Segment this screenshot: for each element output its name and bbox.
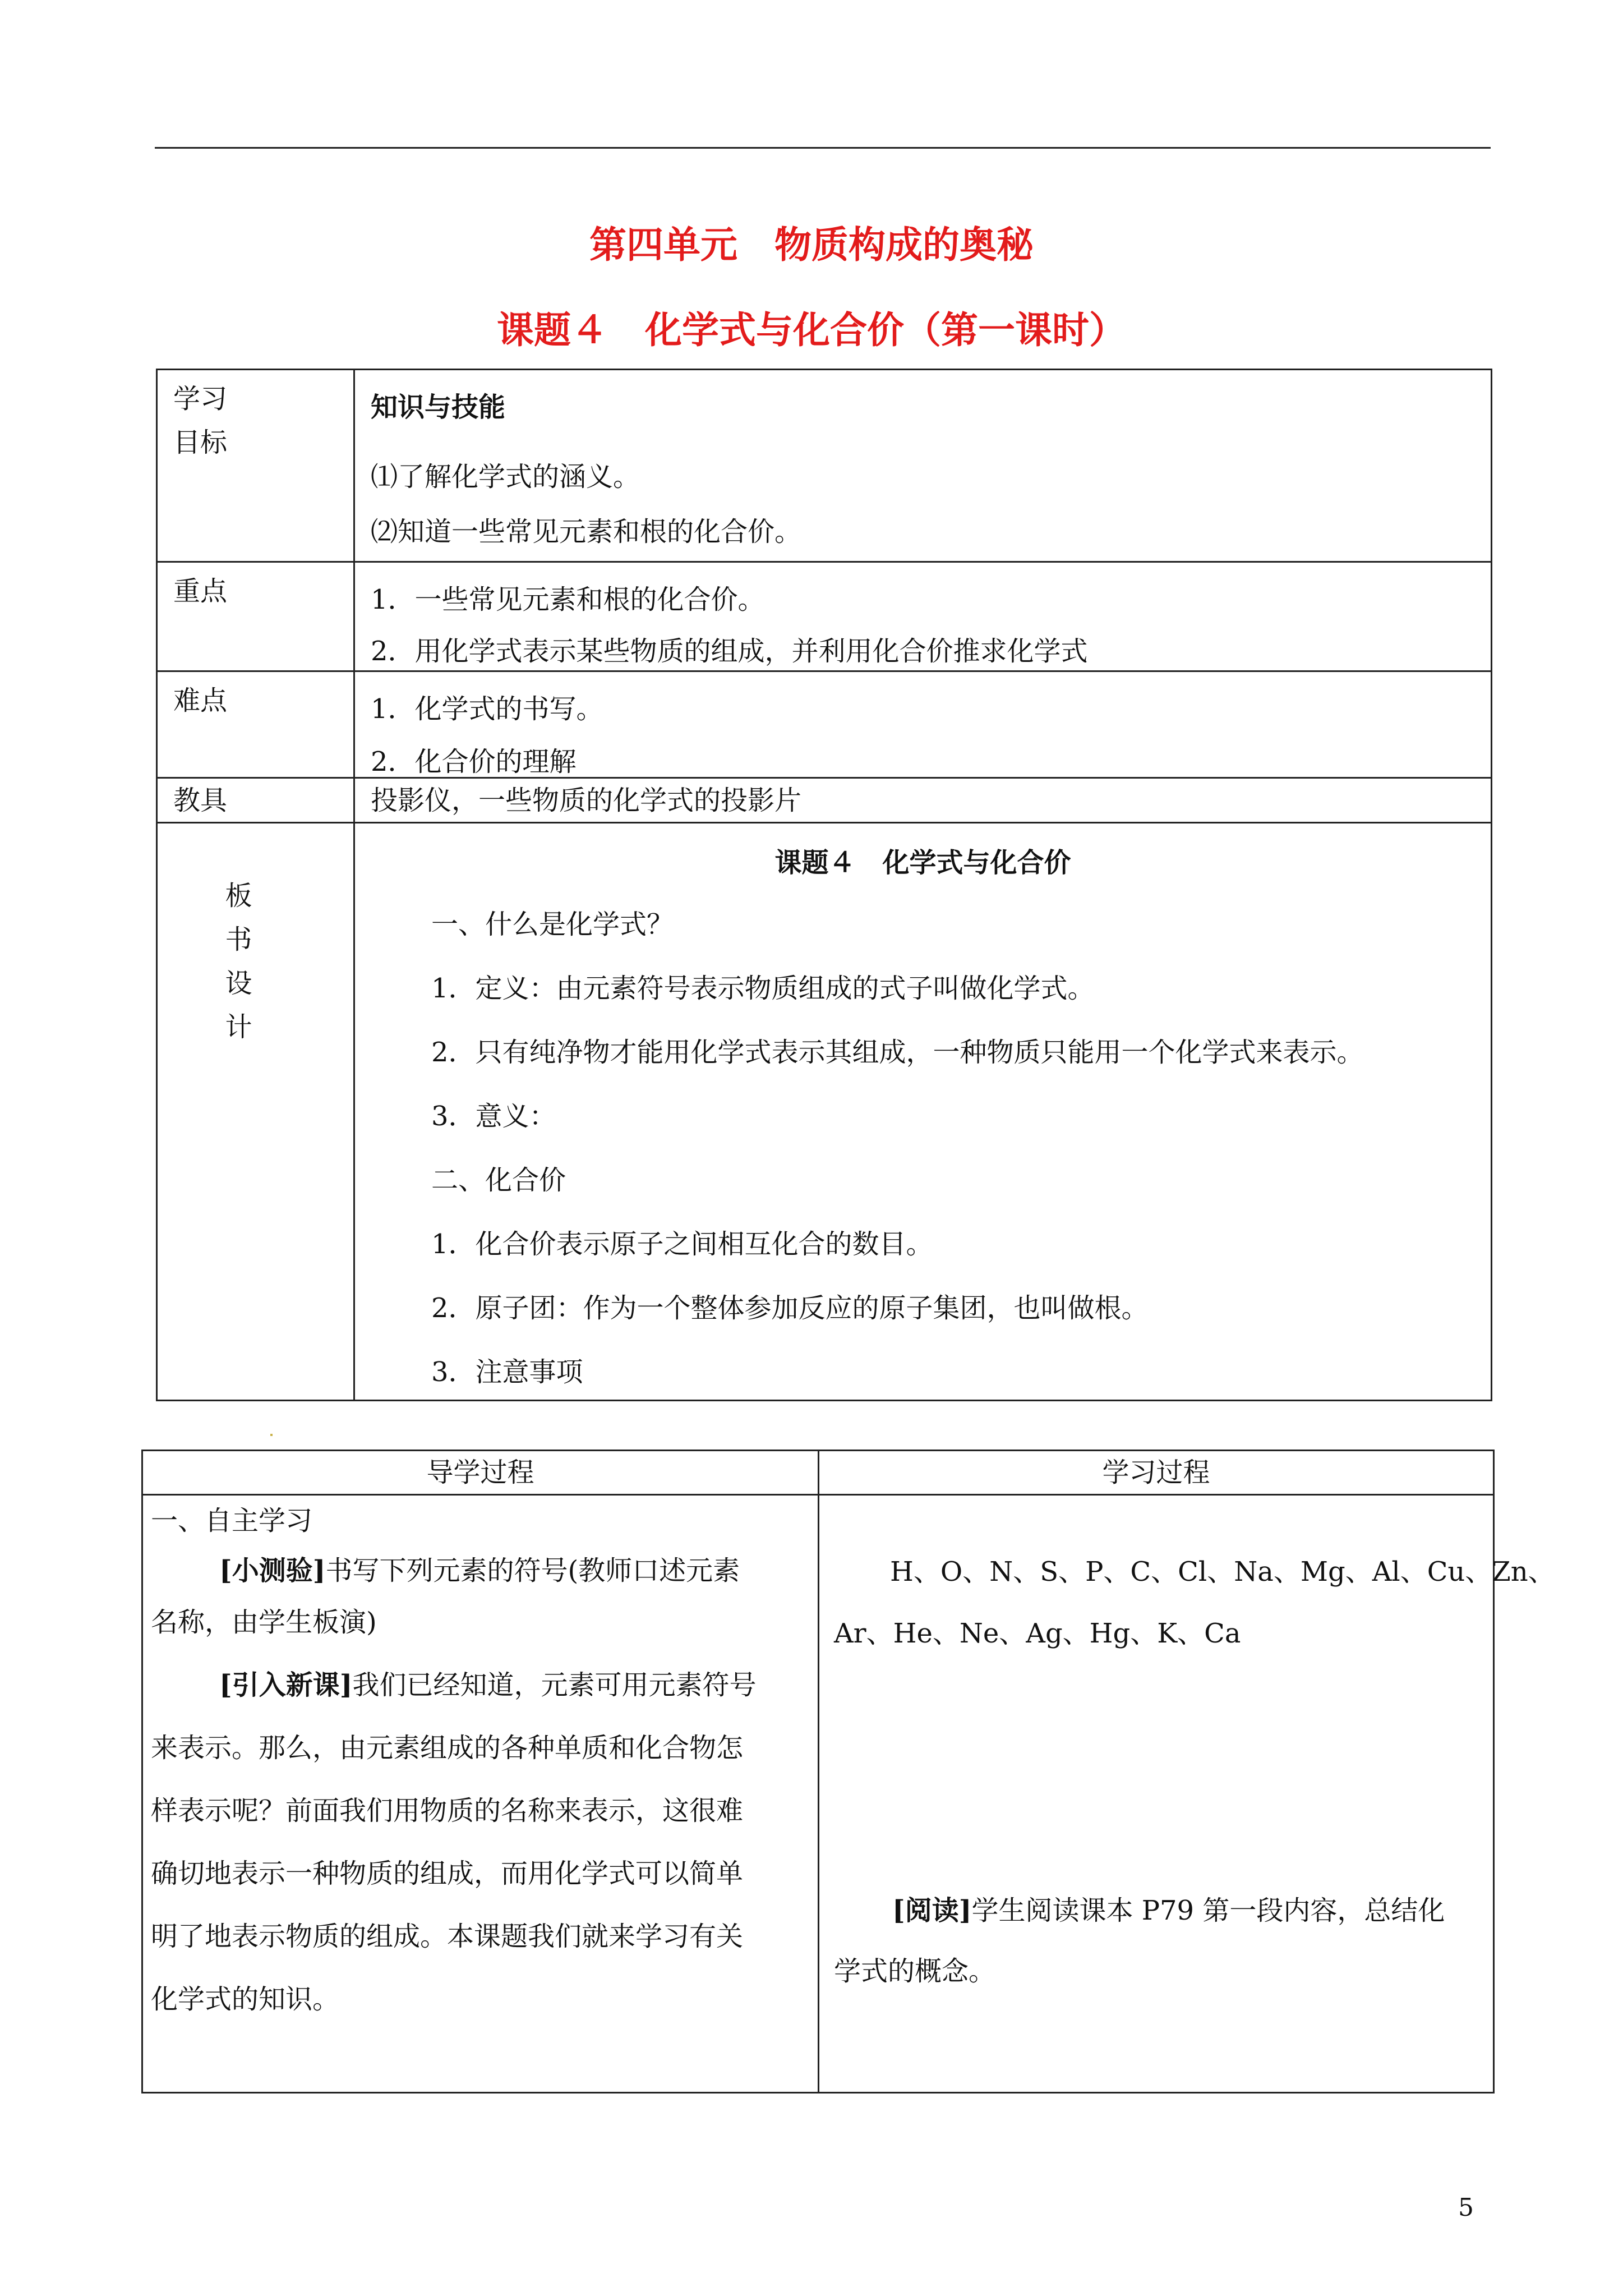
intro-mark: [引入新课] (219, 1669, 353, 1701)
board-line: 2．原子团：作为一个整体参加反应的原子集团，也叫做根。 (431, 1292, 1149, 1324)
intro-line: 样表示呢？前面我们用物质的名称来表示，这很难 (151, 1795, 744, 1826)
difficult-point-item: 2．化合价的理解 (371, 746, 577, 777)
header-rule (155, 147, 1491, 149)
quiz-text: 书写下列元素的符号(教师口述元素 (325, 1555, 740, 1586)
read-mark: [阅读] (892, 1895, 972, 1926)
unit-title: 第四单元 物质构成的奥秘 (589, 223, 1034, 266)
goals-label-1: 学习 (173, 383, 228, 415)
goals-heading: 知识与技能 (371, 392, 506, 423)
board-line: 3．注意事项 (431, 1356, 583, 1388)
board-label-char: 书 (225, 924, 252, 955)
board-content-cell (354, 823, 1492, 1401)
board-label (158, 823, 353, 1049)
lesson-title: 课题４ 化学式与化合价（第一课时） (497, 308, 1126, 352)
tools-label-cell (157, 778, 354, 823)
tools-row (157, 778, 1492, 823)
intro-line: 明了地表示物质的组成。本课题我们就来学习有关 (151, 1921, 744, 1952)
difficult-points-row (157, 671, 1492, 778)
goals-label-cell (157, 370, 354, 562)
page-number: 5 (1458, 2193, 1474, 2222)
col-learning-header: 学习过程 (819, 1451, 1494, 1495)
col-guided-header: 导学过程 (142, 1451, 819, 1495)
difficult-content-cell (354, 671, 1492, 778)
key-points-row (157, 562, 1492, 671)
board-label-char: 设 (225, 968, 252, 999)
board-line: 1．定义：由元素符号表示物质组成的式子叫做化学式。 (431, 973, 1095, 1004)
tools-content-cell (354, 778, 1492, 823)
process-content-row (142, 1495, 1494, 2093)
difficult-point-item: 1．化学式的书写。 (371, 693, 603, 725)
intro-line: 化学式的知识。 (151, 1984, 340, 2015)
goals-row (157, 370, 1492, 562)
read-text: 学生阅读课本 P79 第一段内容，总结化 (971, 1895, 1445, 1926)
teaching-process-table (141, 1450, 1555, 2093)
board-title: 课题４ 化学式与化合价 (774, 847, 1071, 878)
difficult-label: 难点 (173, 685, 228, 716)
stray-mark (270, 1434, 273, 1436)
learning-process-cell (819, 1495, 1555, 2093)
key-label-cell (157, 562, 354, 671)
intro-line: 来表示。那么，由元素组成的各种单质和化合物怎 (151, 1732, 744, 1764)
board-label-cell (157, 823, 354, 1401)
key-label: 重点 (173, 576, 228, 607)
symbols-line-1: H、O、N、S、P、C、Cl、Na、Mg、Al、Cu、Zn、 (890, 1556, 1555, 1588)
process-header-row (142, 1451, 1494, 1495)
goals-content-cell (354, 370, 1492, 562)
board-label-char: 板 (225, 880, 252, 912)
read-line-1 (834, 1897, 1493, 1924)
lesson-plan-table (156, 369, 1492, 1401)
board-line: 1．化合价表示原子之间相互化合的数目。 (431, 1228, 933, 1260)
tools-label: 教具 (173, 784, 228, 816)
quiz-line-2: 名称，由学生板演) (151, 1607, 377, 1638)
goals-label-2: 目标 (173, 427, 228, 458)
intro-line: 确切地表示一种物质的组成，而用化学式可以简单 (151, 1858, 744, 1889)
read-line-2: 学式的概念。 (834, 1955, 996, 1987)
key-content-cell (354, 562, 1492, 671)
board-design-row (157, 823, 1492, 1401)
key-point-item: 2．用化学式表示某些物质的组成，并利用化合价推求化学式 (371, 636, 1088, 667)
board-line: 2．只有纯净物才能用化学式表示其组成，一种物质只能用一个化学式来表示。 (431, 1037, 1364, 1068)
goal-item: ⑴了解化学式的涵义。 (371, 461, 640, 493)
symbols-line-2: Ar、He、Ne、Ag、Hg、K、Ca (834, 1618, 1241, 1649)
guided-process-cell (142, 1495, 819, 2093)
tools-text: 投影仪，一些物质的化学式的投影片 (371, 784, 802, 816)
intro-text: 我们已经知道，元素可用元素符号 (352, 1669, 757, 1701)
section-heading: 一、自主学习 (151, 1505, 313, 1536)
key-point-item: 1．一些常见元素和根的化合价。 (371, 584, 765, 615)
quiz-mark: [小测验] (219, 1555, 326, 1586)
board-line: 3．意义： (431, 1101, 556, 1132)
board-line: 一、什么是化学式？ (431, 909, 674, 940)
goal-item: ⑵知道一些常见元素和根的化合价。 (371, 516, 802, 547)
intro-line-1 (151, 1654, 806, 1717)
board-label-char: 计 (225, 1011, 252, 1043)
board-line: 二、化合价 (431, 1165, 566, 1196)
difficult-label-cell (157, 671, 354, 778)
